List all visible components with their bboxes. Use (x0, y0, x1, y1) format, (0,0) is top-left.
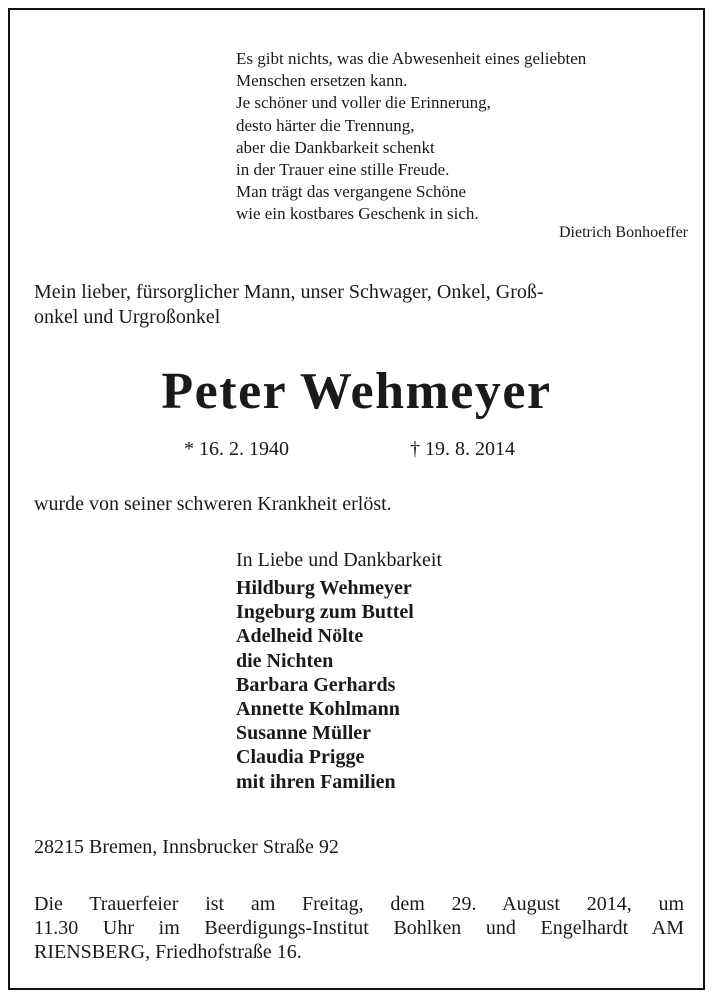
poem-line: Man trägt das vergangene Schöne (236, 182, 467, 202)
family-member: die Nichten (236, 649, 334, 672)
poem-quote (236, 48, 586, 226)
family-list (236, 549, 442, 794)
service-line: Die Trauerfeier ist am Freitag, dem 29. August 2014, um (34, 893, 684, 915)
family-heading: In Liebe und Dankbarkeit (236, 549, 443, 571)
poem-author: Dietrich Bonhoeffer (559, 224, 688, 241)
birth-date: * 16. 2. 1940 (184, 438, 289, 460)
intro-line: Mein lieber, fürsorglicher Mann, unser Schwager, Onkel, Groß- (34, 281, 544, 303)
obituary-notice (8, 8, 705, 990)
intro-line: onkel und Urgroßonkel (34, 306, 221, 328)
mourning-address: 28215 Bremen, Innsbrucker Straße 92 (34, 836, 339, 858)
funeral-service-info (34, 892, 684, 964)
poem-line: in der Trauer eine stille Freude. (236, 160, 450, 180)
death-date: † 19. 8. 2014 (410, 438, 515, 460)
poem-line: desto härter die Trennung, (236, 115, 415, 135)
service-line: RIENSBERG, Friedhofstraße 16. (34, 941, 302, 963)
poem-line: Menschen ersetzen kann. (236, 71, 408, 91)
poem-line: Je schöner und voller die Erinnerung, (236, 93, 491, 113)
deceased-name: Peter Wehmeyer (161, 363, 552, 420)
service-line: 11.30 Uhr im Beerdigungs-Institut Bohlken und Engelhardt AM (34, 917, 684, 939)
family-member: Claudia Prigge (236, 746, 365, 769)
poem-line: Es gibt nichts, was die Abwesenheit eines geliebten (236, 49, 587, 68)
family-member: Annette Kohlmann (236, 698, 400, 721)
release-text: wurde von seiner schweren Krankheit erlöst. (34, 493, 392, 515)
family-member: Susanne Müller (236, 722, 372, 745)
family-member: Ingeburg zum Buttel (236, 601, 414, 624)
intro-text (34, 280, 684, 330)
family-member: Adelheid Nölte (236, 625, 364, 648)
poem-line: aber die Dankbarkeit schenkt (236, 137, 435, 157)
family-member: Barbara Gerhards (236, 673, 396, 696)
family-member: Hildburg Wehmeyer (236, 577, 412, 599)
poem-line: wie ein kostbares Geschenk in sich. (236, 204, 479, 224)
family-member: mit ihren Familien (236, 770, 396, 793)
